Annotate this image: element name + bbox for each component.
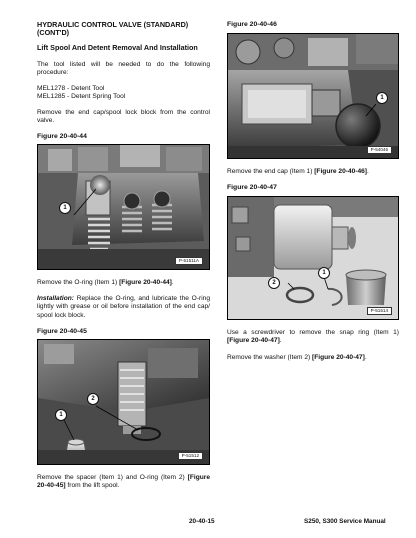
figure-20-40-46-photo bbox=[227, 33, 399, 159]
installation-label: Installation: bbox=[37, 295, 74, 302]
photo-reference-tag: P-51514 bbox=[367, 307, 392, 315]
step-text-end: from the lift spool. bbox=[65, 482, 120, 490]
step-text: Remove the washer (Item 2) bbox=[227, 354, 313, 361]
step-text: Use a screwdriver to remove the snap ring (Item 1) bbox=[227, 329, 399, 336]
figure-title: Figure 20-40-47 bbox=[227, 184, 277, 191]
intro-paragraph: The tool listed will be needed to do the following procedure: bbox=[37, 61, 210, 77]
tool-item: MEL1285 - Detent Spring Tool bbox=[37, 93, 126, 100]
section-heading-line1: HYDRAULIC CONTROL VALVE (STANDARD) bbox=[37, 20, 189, 29]
step-text-end: . bbox=[367, 168, 369, 175]
figure-reference: [Figure 20-40-47] bbox=[312, 354, 365, 361]
figure-title: Figure 20-40-45 bbox=[37, 328, 87, 335]
step-remove-washer bbox=[227, 354, 399, 362]
step-remove-end-cap bbox=[227, 168, 399, 176]
step-text-end: . bbox=[364, 354, 367, 361]
step-remove-snap-ring bbox=[227, 329, 399, 346]
photo-reference-tag: P-51511A bbox=[175, 257, 203, 265]
installation-note bbox=[37, 295, 210, 320]
step-text: Remove the O-ring (Item 1) bbox=[37, 279, 120, 286]
step-text: Remove the spacer (Item 1) and O-ring (Item 2) bbox=[37, 474, 188, 481]
spacer-oring-photo bbox=[38, 340, 209, 464]
figure-title: Figure 20-40-44 bbox=[37, 133, 87, 140]
figure-reference: [Figure 20-40-45] bbox=[37, 474, 210, 490]
step-remove-end-cap-block: Remove the end cap/spool lock block from the control valve. bbox=[37, 109, 210, 125]
callout-item-2: 2 bbox=[87, 393, 99, 405]
figure-reference: [Figure 20-40-46] bbox=[314, 168, 368, 175]
step-remove-o-ring bbox=[37, 279, 210, 287]
procedure-subheading: Lift Spool And Detent Removal And Installation bbox=[37, 43, 198, 52]
figure-20-40-45-photo bbox=[37, 339, 210, 465]
callout-item-1: 1 bbox=[318, 267, 330, 279]
figure-20-40-44-photo bbox=[37, 144, 210, 270]
callout-item-2: 2 bbox=[268, 277, 280, 289]
step-text: Remove the end cap (Item 1) bbox=[227, 168, 315, 175]
page-number: 20-40-15 bbox=[189, 518, 215, 525]
figure-reference: [Figure 20-40-44] bbox=[119, 279, 172, 286]
manual-title: S250, S300 Service Manual bbox=[304, 518, 386, 525]
figure-20-40-47-photo bbox=[227, 196, 399, 320]
section-heading-line2: (CONT'D) bbox=[37, 28, 70, 37]
callout-item-1: 1 bbox=[376, 92, 388, 104]
installation-text: Replace the O-ring, and lubricate the O-ring lightly with grease or oil before installation of the end cap/ spool lock block. bbox=[37, 295, 210, 319]
figure-reference: [Figure 20-40-47] bbox=[227, 337, 280, 345]
photo-reference-tag: P-51512 bbox=[178, 452, 203, 460]
step-text-end: . bbox=[279, 337, 282, 345]
photo-reference-tag: P-54046 bbox=[367, 146, 392, 154]
callout-item-1: 1 bbox=[59, 202, 71, 214]
tool-item: MEL1278 - Detent Tool bbox=[37, 85, 105, 92]
end-cap-photo bbox=[228, 34, 398, 158]
callout-item-1: 1 bbox=[55, 409, 67, 421]
step-remove-spacer bbox=[37, 474, 210, 491]
snap-ring-washer-photo bbox=[228, 197, 398, 319]
figure-title: Figure 20-40-46 bbox=[227, 21, 277, 28]
step-text-end: . bbox=[171, 279, 174, 286]
